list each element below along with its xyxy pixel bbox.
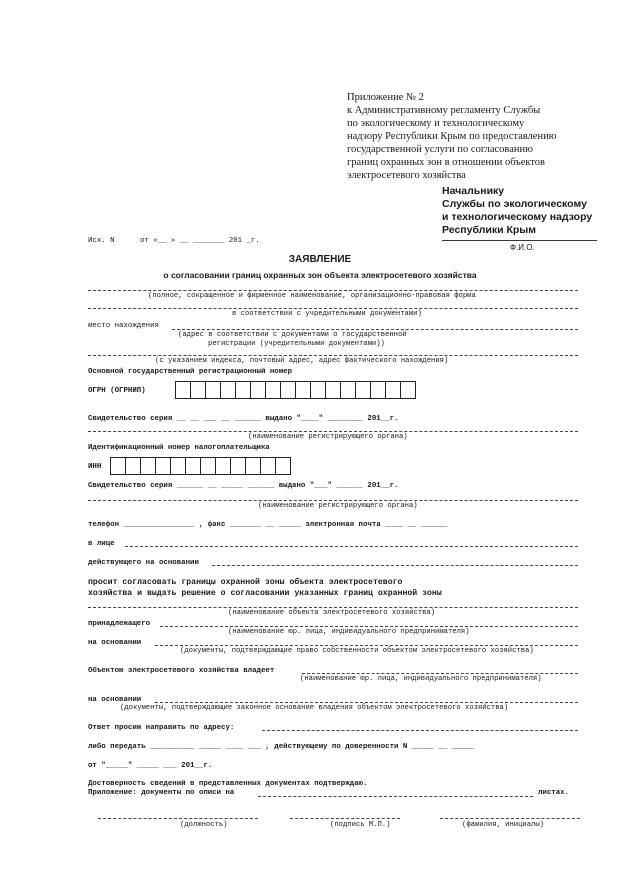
ref-label: Исх. N <box>88 237 115 245</box>
request-text: хозяйства и выдать решение о согласовании указанных границ охранной зоны <box>88 589 442 598</box>
inn-label: ИНН <box>88 463 102 471</box>
addressee-line: и технологическому надзору <box>442 211 593 223</box>
ogrn-heading: Основной государственный регистрационный номер <box>88 368 293 376</box>
addressee-line: Начальнику <box>442 185 505 197</box>
doc-subtitle: о согласовании границ охранных зон объекта электросетевого хозяйства <box>163 270 477 280</box>
request-text: просит согласовать границы охранной зоны объекта электросетевого <box>88 578 403 587</box>
basis-label: на основании <box>88 696 142 704</box>
basis-label: действующего на основании <box>88 559 199 567</box>
caption-registrar: (наименование регистрирующего органа) <box>248 433 408 441</box>
appendix-line: надзору Республики Крым по предоставлению <box>347 131 557 142</box>
send-label: Ответ просим направить по адресу: <box>88 724 235 732</box>
person-label: в лице <box>88 540 115 548</box>
belonging-label: принадлежащего <box>88 620 151 628</box>
basis-label: на основании <box>88 639 142 647</box>
caption-name: (полное, сокращенное и фирменное наименование, организационно-правовая форма <box>148 292 476 300</box>
caption-rights: (документы, подтверждающие право собственности объектом электросетевого хозяйства) <box>180 647 534 655</box>
signature-name-caption: (фамилия, инициалы) <box>462 821 544 829</box>
ref-date: от «__ » __ _______ 201 _г. <box>140 237 260 245</box>
caption-owner: (наименование юр. лица, индивидуального предпринимателя) <box>300 675 542 683</box>
ogrn-label: ОГРН (ОГРНИП) <box>88 387 146 395</box>
addressee-line: Службы по экологическому <box>442 198 587 210</box>
appendix-line: границ охранных зон в отношении объектов <box>347 157 546 168</box>
appendix-line: Приложение № 2 <box>347 92 424 103</box>
caption-legal: (документы, подтверждающие законное основание владения объектом электросетевого хозяйства) <box>120 704 509 712</box>
appendix-line: по экологическому и технологическому <box>347 118 525 129</box>
addressee-line: Республики Крым <box>442 224 536 236</box>
signature-sign-caption: (подпись М.П.) <box>330 821 391 829</box>
signature-position-caption: (должность) <box>180 821 228 829</box>
sheets-label: листах. <box>538 789 570 797</box>
appendix-line: электросетевого хозяйства <box>347 170 466 181</box>
owner-label: Объектом электросетевого хозяйства владеет <box>88 667 275 675</box>
location-label: место нахождения <box>88 322 159 330</box>
caption-object: (наименование объекта электросетевого хозяйства) <box>228 609 436 617</box>
contacts-line: телефон ________________ , факс _______ __ _____ электронная почта ____ __ ______ <box>88 521 448 529</box>
fio-caption: Ф.И.О. <box>510 243 535 252</box>
certificate-line: Свидетельство серия ______ __ _____ ______ выдано "___" ______ 201__г. <box>88 482 399 490</box>
certificate-line: Свидетельство серия __ __ ___ __ ______ выдано "____" ________ 201__г. <box>88 415 399 423</box>
caption-name: в соответствии с учредительными документами) <box>232 310 422 318</box>
ogrn-cells[interactable] <box>175 381 415 399</box>
inn-cells[interactable] <box>110 457 290 475</box>
caption-address: (адрес в соответствии с документами о государственной <box>178 331 407 339</box>
caption-address: (с указанием индекса, почтовый адрес, адрес фактического нахождения) <box>155 357 449 365</box>
confirm-text: Достоверность сведений в представленных документах подтверждаю. <box>88 780 368 788</box>
caption-registrar: (наименование регистрирующего органа) <box>258 502 418 510</box>
attach-label: Приложение: документы по описи на <box>88 789 235 797</box>
doc-title: ЗАЯВЛЕНИЕ <box>288 254 352 265</box>
caption-address: регистрации (учредительными документами)) <box>208 340 385 348</box>
caption-owner: (наименование юр. лица, индивидуального предпринимателя) <box>228 628 470 636</box>
transfer-line: либо передать __________ _____ ____ ___ , действующему по доверенности N _____ __ _____ <box>88 743 474 751</box>
inn-heading: Идентификационный номер налогоплательщика <box>88 444 270 452</box>
appendix-line: государственной услуги по согласованию <box>347 144 533 155</box>
date-line: от "_____" _____ ___ 201__г. <box>88 762 213 770</box>
appendix-line: к Административному регламенту Службы <box>347 105 541 116</box>
